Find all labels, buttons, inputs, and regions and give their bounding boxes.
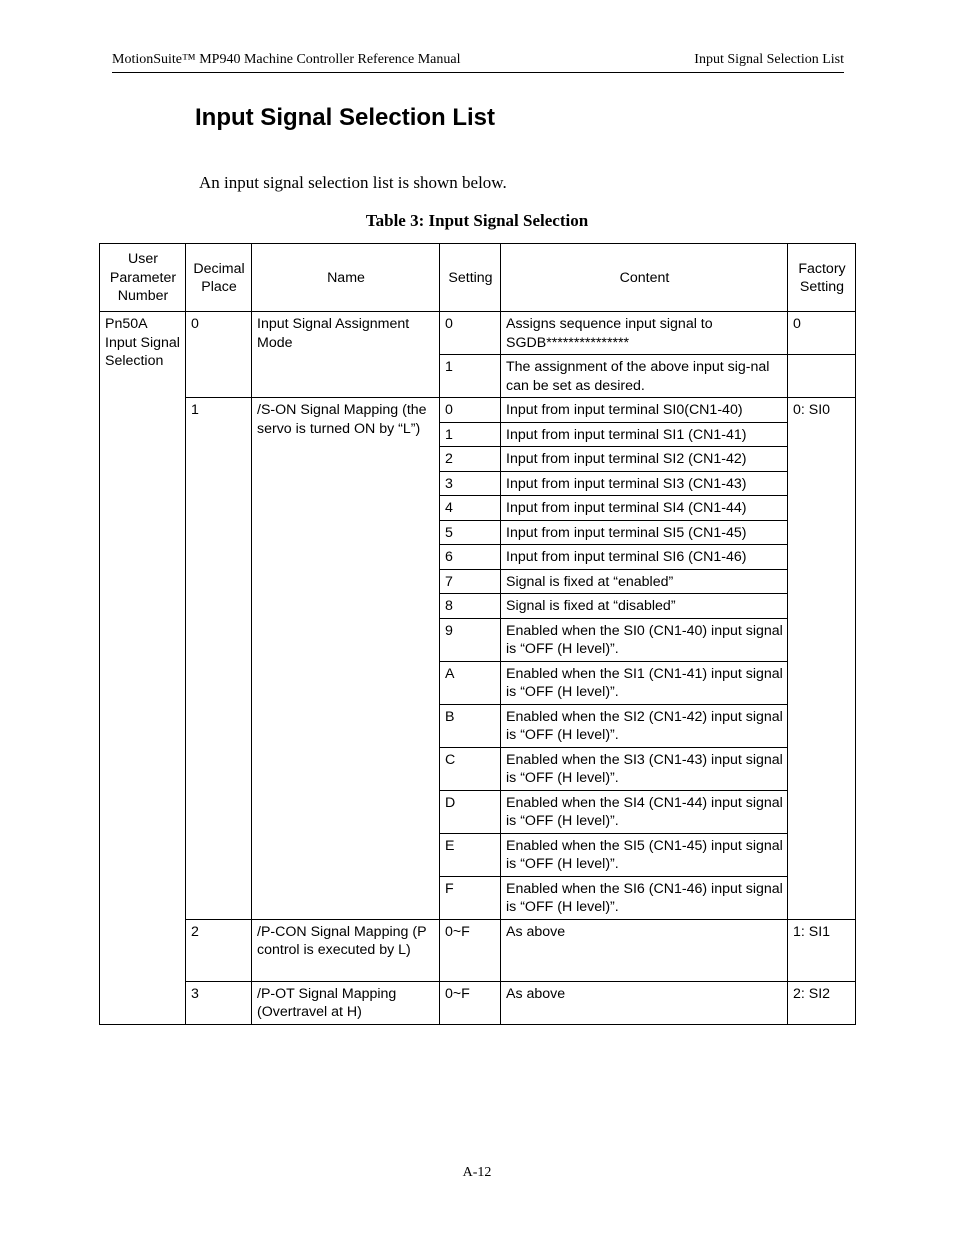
setting-cell: 6 <box>440 545 501 570</box>
setting-cell: 7 <box>440 569 501 594</box>
name-cell: /P-CON Signal Mapping (P control is executed by L) <box>252 919 440 981</box>
name-cell: /S-ON Signal Mapping (the servo is turned ON by “L”) <box>252 398 440 920</box>
decimal-cell: 1 <box>186 398 252 920</box>
col-header-factory: Factory Setting <box>788 244 856 312</box>
content-cell: Enabled when the SI2 (CN1-42) input signal is “OFF (H level)”. <box>501 704 788 747</box>
setting-cell: 2 <box>440 447 501 472</box>
setting-cell: F <box>440 876 501 919</box>
name-cell: /P-OT Signal Mapping (Overtravel at H) <box>252 981 440 1024</box>
factory-cell-empty <box>788 355 856 398</box>
table-row <box>100 312 856 355</box>
content-cell: Enabled when the SI3 (CN1-43) input signal is “OFF (H level)”. <box>501 747 788 790</box>
intro-paragraph: An input signal selection list is shown below. <box>199 173 507 192</box>
content-cell: Enabled when the SI0 (CN1-40) input signal is “OFF (H level)”. <box>501 618 788 661</box>
content-cell: Enabled when the SI5 (CN1-45) input signal is “OFF (H level)”. <box>501 833 788 876</box>
table-row <box>100 398 856 423</box>
header-section-title: Input Signal Selection List <box>694 52 844 67</box>
content-cell: Input from input terminal SI5 (CN1-45) <box>501 520 788 545</box>
setting-cell: 9 <box>440 618 501 661</box>
setting-cell: A <box>440 661 501 704</box>
setting-cell: 1 <box>440 422 501 447</box>
decimal-cell: 3 <box>186 981 252 1024</box>
setting-cell: 3 <box>440 471 501 496</box>
parameter-cell: Pn50A Input Signal Selection <box>100 312 186 1025</box>
setting-cell: D <box>440 790 501 833</box>
setting-cell: 8 <box>440 594 501 619</box>
content-cell: Enabled when the SI4 (CN1-44) input signal is “OFF (H level)”. <box>501 790 788 833</box>
setting-cell: C <box>440 747 501 790</box>
content-cell: Input from input terminal SI1 (CN1-41) <box>501 422 788 447</box>
setting-cell: B <box>440 704 501 747</box>
factory-cell: 1: SI1 <box>788 919 856 981</box>
setting-cell: 0~F <box>440 981 501 1024</box>
content-cell: Input from input terminal SI2 (CN1-42) <box>501 447 788 472</box>
table-header-row <box>100 244 856 312</box>
name-cell: Input Signal Assignment Mode <box>252 312 440 398</box>
col-header-parameter: User Parameter Number <box>100 244 186 312</box>
setting-cell: 5 <box>440 520 501 545</box>
col-header-content: Content <box>501 244 788 312</box>
content-cell: Input from input terminal SI6 (CN1-46) <box>501 545 788 570</box>
setting-cell: 0~F <box>440 919 501 981</box>
setting-cell: 0 <box>440 312 501 355</box>
content-cell: Input from input terminal SI3 (CN1-43) <box>501 471 788 496</box>
content-cell: Assigns sequence input signal to SGDB*************** <box>501 312 788 355</box>
setting-cell: 1 <box>440 355 501 398</box>
content-cell: Enabled when the SI6 (CN1-46) input signal is “OFF (H level)”. <box>501 876 788 919</box>
content-cell: Signal is fixed at “enabled” <box>501 569 788 594</box>
col-header-decimal: Decimal Place <box>186 244 252 312</box>
table-caption: Table 3: Input Signal Selection <box>365 211 589 230</box>
factory-cell: 0 <box>788 312 856 355</box>
content-cell: Enabled when the SI1 (CN1-41) input signal is “OFF (H level)”. <box>501 661 788 704</box>
content-cell: Input from input terminal SI0(CN1-40) <box>501 398 788 423</box>
running-header <box>112 52 844 73</box>
content-cell: The assignment of the above input sig-nal can be set as desired. <box>501 355 788 398</box>
page-title: Input Signal Selection List <box>195 104 496 131</box>
col-header-setting: Setting <box>440 244 501 312</box>
content-cell: Input from input terminal SI4 (CN1-44) <box>501 496 788 521</box>
table-row <box>100 919 856 981</box>
decimal-cell: 2 <box>186 919 252 981</box>
header-manual-title: MotionSuite™ MP940 Machine Controller Reference Manual <box>112 52 461 67</box>
content-cell: As above <box>501 919 788 981</box>
input-signal-selection-table <box>99 243 856 1025</box>
factory-cell: 0: SI0 <box>788 398 856 920</box>
page-number: A-12 <box>462 1165 492 1180</box>
content-cell: Signal is fixed at “disabled” <box>501 594 788 619</box>
factory-cell: 2: SI2 <box>788 981 856 1024</box>
col-header-name: Name <box>252 244 440 312</box>
table-row <box>100 981 856 1024</box>
setting-cell: 4 <box>440 496 501 521</box>
setting-cell: E <box>440 833 501 876</box>
setting-cell: 0 <box>440 398 501 423</box>
decimal-cell: 0 <box>186 312 252 398</box>
table-body <box>100 312 856 1025</box>
content-cell: As above <box>501 981 788 1024</box>
